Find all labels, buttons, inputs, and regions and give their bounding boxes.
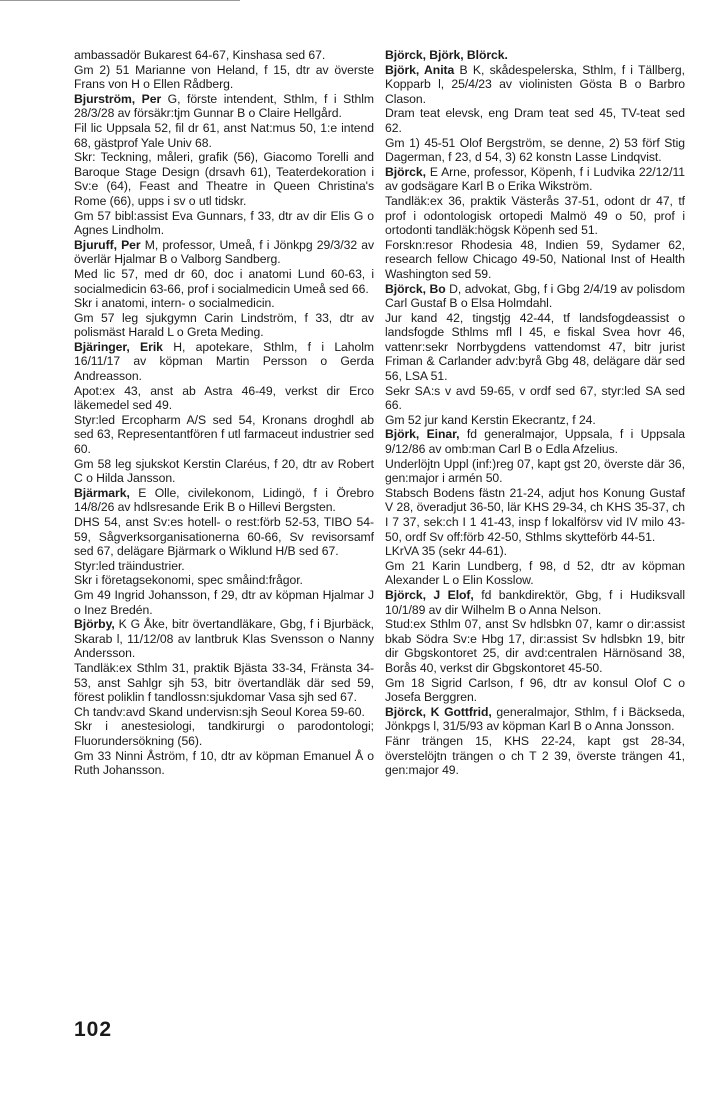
entry-text: Gm 21 Karin Lundberg, f 98, d 52, dtr av köpman Alexander L o Elin Kosslow. xyxy=(385,558,685,588)
page-number: 102 xyxy=(74,1018,113,1041)
entry-name: Bjärmark, xyxy=(74,485,130,500)
biography-entry xyxy=(385,282,685,311)
entry-name: Björck, J Elof, xyxy=(385,587,474,602)
entry-text: D, advokat, Gbg, f i Gbg 2/4/19 av polisdom Carl Gustaf B o Elsa Holmdahl. xyxy=(385,281,686,311)
left-column xyxy=(74,48,374,778)
entry-text: H, apotekare, Sthlm, f i Laholm 16/11/17 av köpman Martin Persson o Gerda Andreasson. xyxy=(74,339,374,384)
entry-text: ambassadör Bukarest 64-67, Kinshasa sed 67. xyxy=(74,48,326,62)
entry-name: Björck, xyxy=(385,164,426,179)
biography-paragraph xyxy=(385,413,685,428)
biography-entry xyxy=(385,63,685,107)
biography-entry xyxy=(74,486,374,515)
entry-text: Gm 57 leg sjukgymn Carin Lindström, f 33, dtr av polismäst Harald L o Greta Meding. xyxy=(74,310,374,340)
biography-entry xyxy=(385,588,685,617)
entry-text: generalmajor, Sthlm, f i Bäckseda, Jönkpgs l, 31/5/93 av köpman Karl B o Anna Jonsson. xyxy=(385,704,685,734)
entry-text: fd bankdirektör, Gbg, f i Hudiksvall 10/1/89 av dir Wilhelm B o Anna Nelson. xyxy=(385,587,685,617)
entry-text: DHS 54, anst Sv:es hotell- o rest:förb 52-53, TIBO 54-59, Sågverksorganisationerna 60-66, Sv revisorsamf sed 67, delägare Bjärmark o Wiklund H/B sed 67. xyxy=(74,515,374,559)
biography-paragraph xyxy=(74,515,374,559)
entry-text: Med lic 57, med dr 60, doc i anatomi Lund 60-63, i socialmedicin 63-66, prof i socialmedicin Umeå sed 66. xyxy=(74,266,374,296)
entry-text: G, förste intendent, Sthlm, f i Sthlm 28/3/28 av försäkr:tjm Gunnar B o Claire Hellgård. xyxy=(74,91,374,121)
biography-paragraph xyxy=(74,311,374,340)
entry-text: Fänr trängen 15, KHS 22-24, kapt gst 28-34, överstelöjtn trängen o ch T 2 39, överste trängen 41, gen:major 49. xyxy=(385,733,685,778)
entry-name: Björck, Björk, Blörck. xyxy=(385,48,508,62)
entry-text: M, professor, Umeå, f i Jönkpg 29/3/32 av överlär Hjalmar B o Valborg Sandberg. xyxy=(74,237,374,267)
entry-text: Stud:ex Sthlm 07, anst Sv hdlsbkn 07, kamr o dir:assist bkab Södra Sv:e Hbg 17, dir:assist Sv hdlsbkn 19, bitr dir Gbgskontoret 25, dir avd:centralen Härnösand 38, Borås 40, verkst dir Gbgskontoret 45-50. xyxy=(385,617,685,675)
entry-text: Skr i företagsekonomi, spec småind:frågor. xyxy=(74,573,303,588)
top-rule xyxy=(0,0,240,1)
biography-entry xyxy=(385,165,685,194)
entry-text: Gm 1) 45-51 Olof Bergström, se denne, 2) 53 förf Stig Dagerman, f 23, d 54, 3) 62 konstn Lasse Lindqvist. xyxy=(385,135,685,165)
biography-paragraph xyxy=(385,238,685,282)
biography-paragraph xyxy=(74,749,374,778)
entry-name: Björk, Einar, xyxy=(385,427,460,442)
entry-text: Stabsch Bodens fästn 21-24, adjut hos Konung Gustaf V 28, överadjut 36-50, lär KHS 29-34, ch KHS 35-37, ch I 7 37, sek:ch I 1 41-43, insp f lokalförsv vid IV milo 43-50, ordf Sv off:förb 42-50, Sthlms skytteförb 44-51. xyxy=(385,485,685,544)
biography-entry xyxy=(74,92,374,121)
entry-text: Skr i anestesiologi, tandkirurgi o parodontologi; Fluorundersökning (56). xyxy=(74,719,374,748)
biography-paragraph xyxy=(74,48,374,63)
entry-text: Gm 18 Sigrid Carlson, f 96, dtr av konsul Olof C o Josefa Berggren. xyxy=(385,675,685,705)
entry-name: Björby, xyxy=(74,617,115,632)
biography-paragraph xyxy=(385,106,685,135)
biography-paragraph xyxy=(74,705,374,720)
biography-paragraph xyxy=(74,457,374,486)
entry-text: Tandläk:ex Sthlm 31, praktik Bjästa 33-34, Fränsta 34-53, anst Sahlgr sjh 53, bitr övertandläk där sed 59, förest poliklin f tandlossn:sjukdomar Vasa sjh sed 67. xyxy=(74,660,374,705)
entry-name: Bjuruff, Per xyxy=(74,237,141,252)
biography-entry xyxy=(385,705,685,734)
biography-paragraph xyxy=(74,296,374,311)
biography-paragraph xyxy=(74,209,374,238)
biography-paragraph xyxy=(74,267,374,296)
entry-text: Gm 57 bibl:assist Eva Gunnars, f 33, dtr av dir Elis G o Agnes Lindholm. xyxy=(74,208,374,238)
entry-text: Gm 33 Ninni Åström, f 10, dtr av köpman Emanuel Å o Ruth Johansson. xyxy=(74,748,374,778)
entry-name: Björk, Anita xyxy=(385,62,455,77)
entry-text: Styr:led Ercopharm A/S sed 54, Kronans droghdl ab sed 63, Representantfören f utl farmaceut industrier sed 60. xyxy=(74,412,374,457)
entry-text: Gm 2) 51 Marianne von Heland, f 15, dtr av överste Frans von H o Ellen Rådberg. xyxy=(74,62,374,92)
entry-text: E Arne, professor, Köpenh, f i Ludvika 22/12/11 av godsägare Karl B o Erika Wikström. xyxy=(385,164,685,194)
biography-paragraph xyxy=(385,544,685,559)
biography-paragraph xyxy=(74,121,374,150)
entry-text: Sekr SA:s v avd 59-65, v ordf sed 67, styr:led SA sed 66. xyxy=(385,383,685,413)
entry-text: Forskn:resor Rhodesia 48, Indien 59, Sydamer 62, research fellow Chicago 49-50, National Inst of Health Washington sed 59. xyxy=(385,237,685,281)
biography-paragraph xyxy=(74,719,374,748)
entry-text: K G Åke, bitr övertandläkare, Gbg, f i Bjurbäck, Skarab l, 11/12/08 av lantbruk Klas Svensson o Nanny Andersson. xyxy=(74,617,374,661)
biography-paragraph xyxy=(74,384,374,413)
right-column xyxy=(385,48,685,778)
biography-paragraph xyxy=(74,588,374,617)
entry-text: Dram teat elevsk, eng Dram teat sed 45, TV-teat sed 62. xyxy=(385,106,685,135)
entry-text: Gm 49 Ingrid Johansson, f 29, dtr av köpman Hjalmar J o Inez Bredén. xyxy=(74,587,374,617)
biography-paragraph xyxy=(385,559,685,588)
biography-paragraph xyxy=(385,734,685,778)
biography-paragraph xyxy=(385,194,685,238)
biography-entry xyxy=(74,238,374,267)
entry-name: Björck, Bo xyxy=(385,281,446,296)
biography-paragraph xyxy=(385,676,685,705)
biography-paragraph xyxy=(385,457,685,486)
biography-paragraph xyxy=(385,136,685,165)
entry-text: Gm 52 jur kand Kerstin Ekecrantz, f 24. xyxy=(385,412,596,427)
entry-text: Gm 58 leg sjukskot Kerstin Claréus, f 20, dtr av Robert C o Hilda Jansson. xyxy=(74,456,374,486)
biography-paragraph xyxy=(74,559,374,574)
biography-paragraph xyxy=(385,384,685,413)
biography-paragraph xyxy=(385,311,685,384)
entry-text: Jur kand 42, tingstjg 42-44, tf landsfogdeassist o landsfogde Sthlms mfl l 45, e fiskal Svea hovr 46, vattenr:sekr Norrbygdens vattendomst 47, bitr jurist Friman & Carlander adv:byrå Gbg 48, delägare där sed 56, LSA 51. xyxy=(385,310,685,384)
biography-paragraph xyxy=(385,486,685,544)
entry-text: Fil lic Uppsala 52, fil dr 61, anst Nat:mus 50, 1:e intend 68, gästprof Yale Univ 68. xyxy=(74,120,374,150)
entry-text: B K, skådespelerska, Sthlm, f i Tällberg, Kopparb l, 25/4/23 av violinisten Gösta B o Barbro Clason. xyxy=(385,62,685,106)
biography-paragraph xyxy=(74,63,374,92)
biography-paragraph xyxy=(385,617,685,675)
entry-text: Skr: Teckning, måleri, grafik (56), Giacomo Torelli and Baroque Stage Design (drsavh 61), Teaterdekoration i Sv:e (64), Feast and Theatre in Queen Christina's Rome (66), upps i sv o utl tidskr. xyxy=(74,150,374,208)
entry-text: LKrVA 35 (sekr 44-61). xyxy=(385,544,507,559)
biography-entry xyxy=(74,617,374,661)
entry-text: Apot:ex 43, anst ab Astra 46-49, verkst dir Erco läkemedel sed 49. xyxy=(74,383,374,413)
biography-paragraph xyxy=(74,150,374,208)
entry-text: Tandläk:ex 36, praktik Västerås 37-51, odont dr 47, tf prof i odontologisk ortopedi Malmö 49 o 50, prof i ortodonti tandläk:högsk Köpenh sed 51. xyxy=(385,193,685,238)
entry-text: fd generalmajor, Uppsala, f i Uppsala 9/12/86 av omb:man Carl B o Edla Afzelius. xyxy=(385,427,685,457)
biography-entry xyxy=(385,427,685,456)
biography-paragraph xyxy=(74,573,374,588)
entry-text: Ch tandv:avd Skand undervisn:sjh Seoul Korea 59-60. xyxy=(74,704,365,719)
biography-paragraph xyxy=(74,661,374,705)
biography-entry xyxy=(74,340,374,384)
entry-name: Björck, K Gottfrid, xyxy=(385,704,492,719)
entry-text: Skr i anatomi, intern- o socialmedicin. xyxy=(74,296,275,311)
entry-name: Bjurström, Per xyxy=(74,91,162,106)
entry-text: Styr:led träindustrier. xyxy=(74,558,185,573)
biography-paragraph xyxy=(74,413,374,457)
biography-entry xyxy=(385,48,685,63)
entry-text: E Olle, civilekonom, Lidingö, f i Örebro 14/8/26 av hdlsresande Erik B o Hillevi Bergsten. xyxy=(74,485,374,515)
entry-text: Underlöjtn Uppl (inf:)reg 07, kapt gst 20, överste där 36, gen:major i armén 50. xyxy=(385,456,685,486)
entry-name: Bjäringer, Erik xyxy=(74,339,163,354)
